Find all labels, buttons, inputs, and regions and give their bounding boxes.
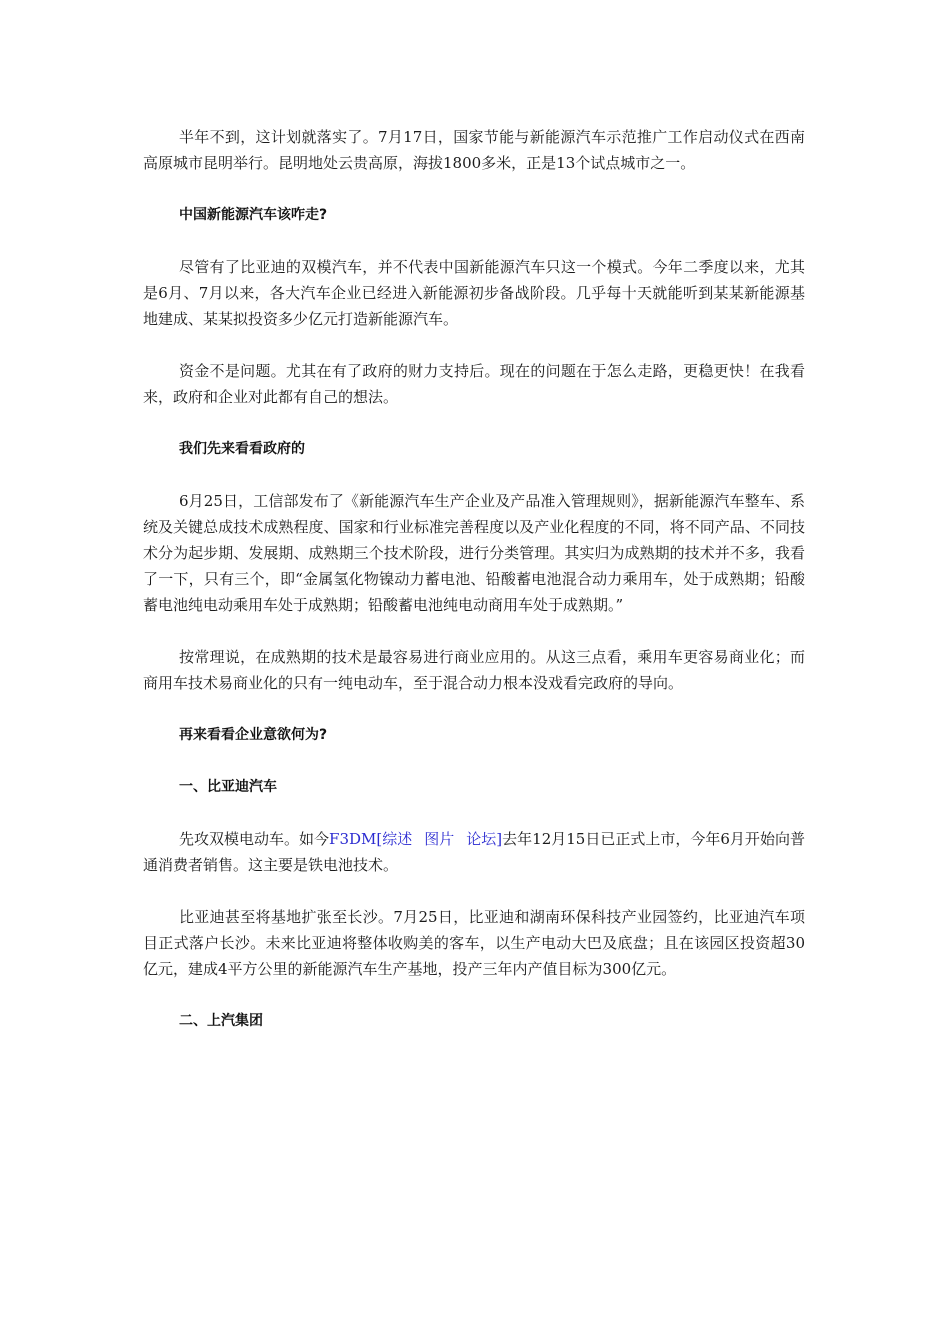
f3dm-text-after: 去年12月15日已正式上市，今年6月开始向普通消费者销售。这主要是铁电池技术。	[143, 830, 805, 874]
spacer	[143, 618, 805, 644]
section-heading-china-ev: 中国新能源汽车该咋走?	[179, 207, 328, 223]
spacer	[143, 176, 805, 202]
spacer	[143, 800, 805, 826]
bracket-close: ]	[496, 830, 503, 848]
f3dm-review-link[interactable]: 综述	[382, 830, 413, 848]
paragraph-kunming-launch: 半年不到，这计划就落实了。7月17日，国家节能与新能源汽车示范推广工作启动仪式在西南高原城市昆明举行。昆明地处云贵高原，海拔1800多米，正是13个试点城市之一。	[143, 128, 805, 172]
bracket-open: [	[376, 830, 383, 848]
f3dm-forum-link[interactable]: 论坛	[466, 830, 497, 848]
spacer	[143, 696, 805, 722]
subsection-heading-saic: 二、上汽集团	[179, 1013, 263, 1029]
spacer	[143, 332, 805, 358]
spacer	[143, 228, 805, 254]
spacer	[143, 982, 805, 1008]
paragraph-commercialization: 按常理说，在成熟期的技术是最容易进行商业应用的。从这三点看，乘用车更容易商业化；而商用车技术易商业化的只有一纯电动车，至于混合动力根本没戏看完政府的导向。	[143, 648, 805, 692]
paragraph-byd-dual-mode: 尽管有了比亚迪的双模汽车，并不代表中国新能源汽车只这一个模式。今年二季度以来，尤其是6月、7月以来，各大汽车企业已经进入新能源初步备战阶段。几乎每十天就能听到某某新能源基地建成、某某拟投资多少亿元打造新能源汽车。	[143, 258, 805, 328]
f3dm-model-link[interactable]: F3DM	[329, 830, 377, 848]
spacer	[143, 410, 805, 436]
spacer	[143, 748, 805, 774]
section-heading-government: 我们先来看看政府的	[179, 441, 305, 457]
spacer	[143, 878, 805, 904]
f3dm-photos-link[interactable]: 图片	[424, 830, 455, 848]
f3dm-text-before: 先攻双模电动车。如今	[179, 830, 330, 848]
article-body	[143, 124, 805, 1034]
spacer	[143, 462, 805, 488]
paragraph-miit-rules: 6月25日，工信部发布了《新能源汽车生产企业及产品准入管理规则》，据新能源汽车整车、系统及关键总成技术成熟程度、国家和行业标准完善程度以及产业化程度的不同，将不同产品、不同技术分为起步期、发展期、成熟期三个技术阶段，进行分类管理。其实归为成熟期的技术并不多，我看了一下，只有三个，即“金属氢化物镍动力蓄电池、铅酸蓄电池混合动力乘用车，处于成熟期；铅酸蓄电池纯电动乘用车处于成熟期；铅酸蓄电池纯电动商用车处于成熟期。”	[143, 492, 805, 614]
paragraph-funding: 资金不是问题。尤其在有了政府的财力支持后。现在的问题在于怎么走路，更稳更快！在我看来，政府和企业对此都有自己的想法。	[143, 362, 805, 406]
paragraph-f3dm	[143, 826, 805, 878]
paragraph-byd-changsha: 比亚迪甚至将基地扩张至长沙。7月25日，比亚迪和湖南环保科技产业园签约，比亚迪汽车项目正式落户长沙。未来比亚迪将整体收购美的客车，以生产电动大巴及底盘；且在该园区投资超30亿元，建成4平方公里的新能源汽车生产基地，投产三年内产值目标为300亿元。	[143, 908, 805, 978]
subsection-heading-byd: 一、比亚迪汽车	[179, 779, 277, 795]
section-heading-enterprises: 再来看看企业意欲何为?	[179, 727, 328, 743]
